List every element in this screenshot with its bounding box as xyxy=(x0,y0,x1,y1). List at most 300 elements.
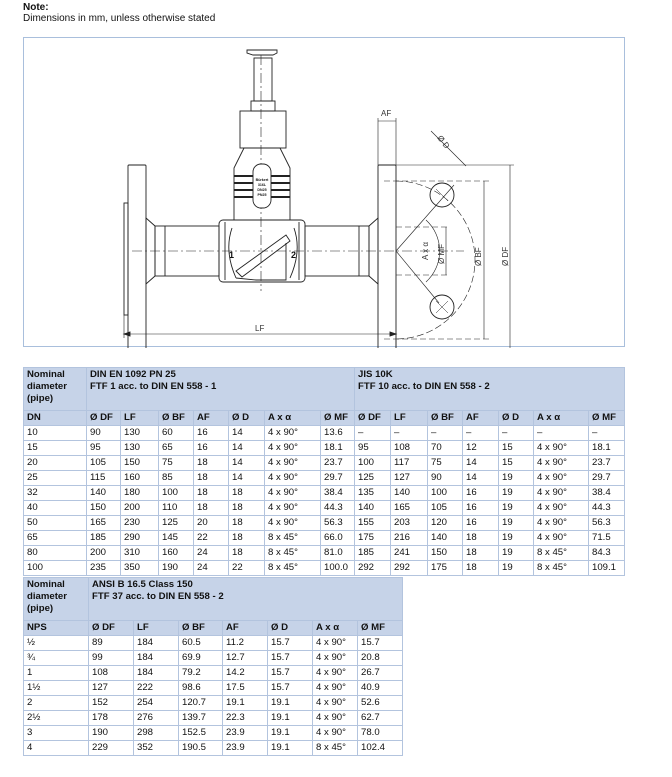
group-header-line: FTF 10 acc. to DIN EN 558 - 2 xyxy=(358,381,490,392)
table-cell: 108 xyxy=(89,666,134,681)
table-cell: 110 xyxy=(159,501,194,516)
table-cell: 4 x 90° xyxy=(313,681,358,696)
table-cell: 90 xyxy=(428,471,463,486)
table-cell: 4 x 90° xyxy=(265,486,321,501)
table-cell: 18 xyxy=(229,546,265,561)
table-row xyxy=(24,666,403,681)
table-cell: 44.3 xyxy=(589,501,625,516)
table-cell: 130 xyxy=(121,426,159,441)
table-cell: 44.3 xyxy=(321,501,355,516)
table-cell: 127 xyxy=(391,471,428,486)
column-header: A x α xyxy=(313,621,358,636)
table-row xyxy=(24,531,625,546)
table-row xyxy=(24,696,403,711)
table-cell: 190 xyxy=(159,561,194,576)
group-header-line: FTF 37 acc. to DIN EN 558 - 2 xyxy=(92,591,224,602)
table-cell: 130 xyxy=(121,441,159,456)
table-cell: 66.0 xyxy=(321,531,355,546)
table-cell: 16 xyxy=(194,426,229,441)
table-cell: 4 x 90° xyxy=(265,471,321,486)
bolt-top-cross-1 xyxy=(436,189,448,201)
table-cell: 139.7 xyxy=(179,711,223,726)
table-cell: 18 xyxy=(194,501,229,516)
group-header-line: ANSI B 16.5 Class 150 xyxy=(92,579,193,590)
table-cell: 2 xyxy=(24,696,89,711)
table-cell: 4 x 90° xyxy=(313,726,358,741)
table-cell: 15.7 xyxy=(268,681,313,696)
table-cell: 69.9 xyxy=(179,651,223,666)
column-header: A x α xyxy=(265,411,321,426)
table-cell: 18 xyxy=(229,531,265,546)
angle-leg-top xyxy=(396,185,454,251)
table-cell: – xyxy=(391,426,428,441)
table-cell: 71.5 xyxy=(589,531,625,546)
table-cell: 12.7 xyxy=(223,651,268,666)
table-cell: 200 xyxy=(121,501,159,516)
left-flange xyxy=(128,165,146,348)
table-cell: 20 xyxy=(194,516,229,531)
table-cell: 70 xyxy=(428,441,463,456)
table-cell: 140 xyxy=(391,486,428,501)
table-cell: 18 xyxy=(463,561,499,576)
table-cell: 310 xyxy=(121,546,159,561)
bf-label: Ø BF xyxy=(474,247,483,266)
table-cell: 4 x 90° xyxy=(313,711,358,726)
table-cell: – xyxy=(355,426,391,441)
column-header: A x α xyxy=(534,411,589,426)
table-cell: 175 xyxy=(428,561,463,576)
table-cell: 125 xyxy=(355,471,391,486)
table-cell: 235 xyxy=(87,561,121,576)
table-cell: 40.9 xyxy=(358,681,403,696)
table-cell: 105 xyxy=(87,456,121,471)
table-cell: 23.9 xyxy=(223,726,268,741)
table-cell: 18 xyxy=(194,456,229,471)
table-cell: 79.2 xyxy=(179,666,223,681)
table-cell: 98.6 xyxy=(179,681,223,696)
table-cell: 19.1 xyxy=(268,696,313,711)
table-cell: – xyxy=(589,426,625,441)
table-cell: 19 xyxy=(499,501,534,516)
column-header: Ø BF xyxy=(179,621,223,636)
df-label: Ø DF xyxy=(501,246,510,266)
column-header: Ø DF xyxy=(87,411,121,426)
table-cell: 20.8 xyxy=(358,651,403,666)
actuator-housing xyxy=(240,111,286,148)
table-cell: 1 xyxy=(24,666,89,681)
af-label: AF xyxy=(381,109,392,118)
table-cell: 4 x 90° xyxy=(534,516,589,531)
table-cell: 15.7 xyxy=(268,636,313,651)
table-cell: 52.6 xyxy=(358,696,403,711)
corner-header-line: diameter xyxy=(27,381,67,392)
column-header-row xyxy=(24,411,625,426)
table-cell: 4 x 90° xyxy=(313,696,358,711)
table-cell: 16 xyxy=(463,486,499,501)
table-row xyxy=(24,741,403,756)
table-cell: 125 xyxy=(159,516,194,531)
group-header-line: FTF 1 acc. to DIN EN 558 - 1 xyxy=(90,381,217,392)
table-cell: 4 x 90° xyxy=(265,501,321,516)
jis-group-header xyxy=(355,368,625,411)
table-row xyxy=(24,501,625,516)
table-cell: 8 x 45° xyxy=(534,546,589,561)
table-cell: 155 xyxy=(355,516,391,531)
table-cell: 4 x 90° xyxy=(534,501,589,516)
table-cell: 65 xyxy=(159,441,194,456)
table-cell: 81.0 xyxy=(321,546,355,561)
corner-header xyxy=(24,578,89,621)
table-cell: 4 x 90° xyxy=(534,441,589,456)
port-2-label: 2 xyxy=(291,250,297,260)
right-flange xyxy=(378,165,396,348)
table-cell: 100 xyxy=(355,456,391,471)
table-cell: 22.3 xyxy=(223,711,268,726)
stem-tube xyxy=(254,58,272,101)
group-header-line: JIS 10K xyxy=(358,369,393,380)
column-header-row xyxy=(24,621,403,636)
table-cell: 32 xyxy=(24,486,87,501)
table-cell: 4 x 90° xyxy=(265,426,321,441)
table-cell: 16 xyxy=(463,516,499,531)
table-group-header xyxy=(24,368,625,411)
table-cell: 19 xyxy=(499,486,534,501)
table-cell: 180 xyxy=(121,486,159,501)
valve-seat xyxy=(236,235,290,277)
note-text: Dimensions in mm, unless otherwise stated xyxy=(23,13,216,24)
column-header: Ø D xyxy=(229,411,265,426)
table-cell: 120.7 xyxy=(179,696,223,711)
table-cell: 276 xyxy=(134,711,179,726)
table-cell: 18 xyxy=(194,471,229,486)
ansi-dimension-table xyxy=(23,577,403,756)
table-row xyxy=(24,516,625,531)
table-cell: 4 x 90° xyxy=(534,531,589,546)
table-cell: 24 xyxy=(194,561,229,576)
table-cell: 4 x 90° xyxy=(265,456,321,471)
table-cell: 100 xyxy=(428,486,463,501)
note-title: Note: xyxy=(23,2,49,13)
table-cell: 19.1 xyxy=(223,696,268,711)
table-cell: 17.5 xyxy=(223,681,268,696)
column-header: Ø BF xyxy=(428,411,463,426)
table-cell: 75 xyxy=(428,456,463,471)
table-cell: 29.7 xyxy=(589,471,625,486)
table-cell: 75 xyxy=(159,456,194,471)
table-cell: 15 xyxy=(24,441,87,456)
table-cell: 184 xyxy=(134,651,179,666)
table-cell: 19 xyxy=(499,531,534,546)
table-cell: 15.7 xyxy=(268,651,313,666)
table-cell: 11.2 xyxy=(223,636,268,651)
nameplate-line-4: PN25 xyxy=(257,193,267,197)
table-cell: 19.1 xyxy=(268,711,313,726)
table-cell: 102.4 xyxy=(358,741,403,756)
table-cell: 100 xyxy=(24,561,87,576)
table-row xyxy=(24,726,403,741)
column-header: Ø D xyxy=(268,621,313,636)
table-cell: 292 xyxy=(391,561,428,576)
table-cell: 4 x 90° xyxy=(313,651,358,666)
d-label: Ø D xyxy=(435,133,452,151)
valve-drawing xyxy=(24,38,626,348)
column-header: LF xyxy=(134,621,179,636)
column-header: AF xyxy=(194,411,229,426)
table-cell: 140 xyxy=(355,501,391,516)
table-cell: ½ xyxy=(24,636,89,651)
table-cell: 40 xyxy=(24,501,87,516)
column-header: Ø D xyxy=(499,411,534,426)
table-cell: 14 xyxy=(229,426,265,441)
table-cell: 19 xyxy=(499,546,534,561)
table-row xyxy=(24,486,625,501)
table-cell: 13.6 xyxy=(321,426,355,441)
lf-arrow-left xyxy=(124,332,130,336)
angle-leg-bottom xyxy=(396,251,439,303)
stem-cap xyxy=(247,50,277,55)
table-cell: 12 xyxy=(463,441,499,456)
table-cell: 120 xyxy=(428,516,463,531)
table-cell: 14 xyxy=(463,456,499,471)
table-cell: 14 xyxy=(463,471,499,486)
table-cell: 165 xyxy=(87,516,121,531)
table-cell: 15.7 xyxy=(358,636,403,651)
table-cell: 15 xyxy=(499,441,534,456)
axa-label: A x α xyxy=(421,242,430,260)
corner-header-line: Nominal xyxy=(27,579,65,590)
table-row xyxy=(24,456,625,471)
group-header-line: DIN EN 1092 PN 25 xyxy=(90,369,176,380)
column-header: Ø DF xyxy=(89,621,134,636)
table-row xyxy=(24,441,625,456)
table-cell: 19 xyxy=(499,516,534,531)
table-cell: 20 xyxy=(24,456,87,471)
table-cell: 65 xyxy=(24,531,87,546)
column-header: NPS xyxy=(24,621,89,636)
corner-header-line: Nominal xyxy=(27,369,65,380)
table-cell: 89 xyxy=(89,636,134,651)
corner-header xyxy=(24,368,87,411)
nameplate-line-3: DN25 xyxy=(257,188,267,192)
column-header: AF xyxy=(463,411,499,426)
table-cell: 23.7 xyxy=(321,456,355,471)
table-cell: 19.1 xyxy=(268,726,313,741)
d-dimension-line xyxy=(431,131,466,166)
left-flange-face xyxy=(124,203,128,315)
table-cell: 184 xyxy=(134,666,179,681)
table-cell: – xyxy=(428,426,463,441)
table-cell: 200 xyxy=(87,546,121,561)
table-cell: 14 xyxy=(229,471,265,486)
column-header: AF xyxy=(223,621,268,636)
valve-drawing-frame xyxy=(23,37,625,347)
corner-header-line: (pipe) xyxy=(27,603,54,614)
table-cell: 14.2 xyxy=(223,666,268,681)
table-row xyxy=(24,561,625,576)
table-cell: 140 xyxy=(87,486,121,501)
table-cell: 16 xyxy=(463,501,499,516)
table-cell: 4 x 90° xyxy=(534,486,589,501)
din-group-header xyxy=(87,368,355,411)
table-cell: 8 x 45° xyxy=(313,741,358,756)
table-cell: 24 xyxy=(194,546,229,561)
hex-nut xyxy=(251,101,275,111)
table-cell: 56.3 xyxy=(589,516,625,531)
table-cell: 22 xyxy=(229,561,265,576)
table-cell: 100 xyxy=(159,486,194,501)
table-cell: 16 xyxy=(194,441,229,456)
column-header: Ø DF xyxy=(355,411,391,426)
table-cell: 152 xyxy=(89,696,134,711)
table-cell: 229 xyxy=(89,741,134,756)
table-cell: 140 xyxy=(428,531,463,546)
table-cell: 175 xyxy=(355,531,391,546)
table-cell: 38.4 xyxy=(589,486,625,501)
lf-arrow-right xyxy=(390,332,396,336)
column-header: LF xyxy=(391,411,428,426)
table-cell: 25 xyxy=(24,471,87,486)
table-row xyxy=(24,471,625,486)
table-cell: 117 xyxy=(391,456,428,471)
table-row xyxy=(24,711,403,726)
table-cell: 90 xyxy=(87,426,121,441)
table-cell: 1½ xyxy=(24,681,89,696)
table-cell: 4 x 90° xyxy=(534,456,589,471)
table-cell: 178 xyxy=(89,711,134,726)
table-cell: 152.5 xyxy=(179,726,223,741)
table-cell: 165 xyxy=(391,501,428,516)
table-cell: 14 xyxy=(229,441,265,456)
table-cell: – xyxy=(534,426,589,441)
table-cell: 150 xyxy=(87,501,121,516)
column-header: LF xyxy=(121,411,159,426)
table-cell: 26.7 xyxy=(358,666,403,681)
table-cell: 18 xyxy=(229,501,265,516)
lf-label: LF xyxy=(255,324,265,333)
table-cell: 109.1 xyxy=(589,561,625,576)
table-cell: 160 xyxy=(121,471,159,486)
column-header: Ø MF xyxy=(321,411,355,426)
table-cell: 100.0 xyxy=(321,561,355,576)
table-cell: 19 xyxy=(499,561,534,576)
table-row xyxy=(24,636,403,651)
table-cell: 18 xyxy=(229,486,265,501)
table-cell: 18 xyxy=(229,516,265,531)
table-cell: 3 xyxy=(24,726,89,741)
corner-header-line: diameter xyxy=(27,591,67,602)
table-cell: 185 xyxy=(87,531,121,546)
table-cell: 80 xyxy=(24,546,87,561)
table-cell: 222 xyxy=(134,681,179,696)
table-cell: 38.4 xyxy=(321,486,355,501)
mf-label: Ø MF xyxy=(437,244,446,264)
table-cell: 60 xyxy=(159,426,194,441)
nameplate-line-1: Bürkert xyxy=(255,178,269,182)
table-cell: 4 x 90° xyxy=(534,471,589,486)
table-cell: 4 x 90° xyxy=(265,441,321,456)
table-cell: 8 x 45° xyxy=(265,561,321,576)
table-cell: – xyxy=(499,426,534,441)
column-header: Ø MF xyxy=(358,621,403,636)
table-cell: 19 xyxy=(499,471,534,486)
table-cell: 18.1 xyxy=(589,441,625,456)
table-cell: 190 xyxy=(89,726,134,741)
table-cell: 135 xyxy=(355,486,391,501)
table-row xyxy=(24,546,625,561)
column-header: Ø MF xyxy=(589,411,625,426)
table-cell: 23.9 xyxy=(223,741,268,756)
table-cell: 350 xyxy=(121,561,159,576)
table-cell: 4 x 90° xyxy=(313,666,358,681)
table-cell: 216 xyxy=(391,531,428,546)
table-cell: 95 xyxy=(87,441,121,456)
table-cell: 185 xyxy=(355,546,391,561)
table-cell: 254 xyxy=(134,696,179,711)
table-cell: 18.1 xyxy=(321,441,355,456)
table-cell: 85 xyxy=(159,471,194,486)
table-cell: 184 xyxy=(134,636,179,651)
table-cell: 60.5 xyxy=(179,636,223,651)
table-cell: 15 xyxy=(499,456,534,471)
table-cell: 22 xyxy=(194,531,229,546)
table-cell: 352 xyxy=(134,741,179,756)
corner-header-line: (pipe) xyxy=(27,393,54,404)
table-cell: 8 x 45° xyxy=(534,561,589,576)
table-cell: 50 xyxy=(24,516,87,531)
valve-seat-inner xyxy=(229,228,297,278)
table-cell: 10 xyxy=(24,426,87,441)
table-cell: 14 xyxy=(229,456,265,471)
port-1-label: 1 xyxy=(229,250,235,260)
table-cell: 18 xyxy=(463,531,499,546)
table-cell: 15.7 xyxy=(268,666,313,681)
table-cell: – xyxy=(463,426,499,441)
table-cell: 298 xyxy=(134,726,179,741)
table-cell: 4 xyxy=(24,741,89,756)
table-row xyxy=(24,681,403,696)
table-cell: 18 xyxy=(194,486,229,501)
table-row xyxy=(24,426,625,441)
table-cell: 95 xyxy=(355,441,391,456)
table-cell: 150 xyxy=(121,456,159,471)
table-cell: 29.7 xyxy=(321,471,355,486)
table-cell: 203 xyxy=(391,516,428,531)
table-cell: 190.5 xyxy=(179,741,223,756)
table-cell: 290 xyxy=(121,531,159,546)
table-row xyxy=(24,651,403,666)
table-cell: 62.7 xyxy=(358,711,403,726)
table-cell: 78.0 xyxy=(358,726,403,741)
column-header: Ø BF xyxy=(159,411,194,426)
table-cell: 18 xyxy=(463,546,499,561)
table-cell: 2½ xyxy=(24,711,89,726)
table-cell: 115 xyxy=(87,471,121,486)
nameplate-line-2: 316L xyxy=(257,183,267,187)
table-cell: 230 xyxy=(121,516,159,531)
table-cell: 84.3 xyxy=(589,546,625,561)
table-cell: 160 xyxy=(159,546,194,561)
table-cell: 108 xyxy=(391,441,428,456)
table-cell: 241 xyxy=(391,546,428,561)
table-cell: 292 xyxy=(355,561,391,576)
din-jis-dimension-table xyxy=(23,367,625,576)
table-cell: 19.1 xyxy=(268,741,313,756)
table-cell: 4 x 90° xyxy=(313,636,358,651)
table-cell: ¾ xyxy=(24,651,89,666)
table-cell: 105 xyxy=(428,501,463,516)
table-cell: 99 xyxy=(89,651,134,666)
table-cell: 56.3 xyxy=(321,516,355,531)
